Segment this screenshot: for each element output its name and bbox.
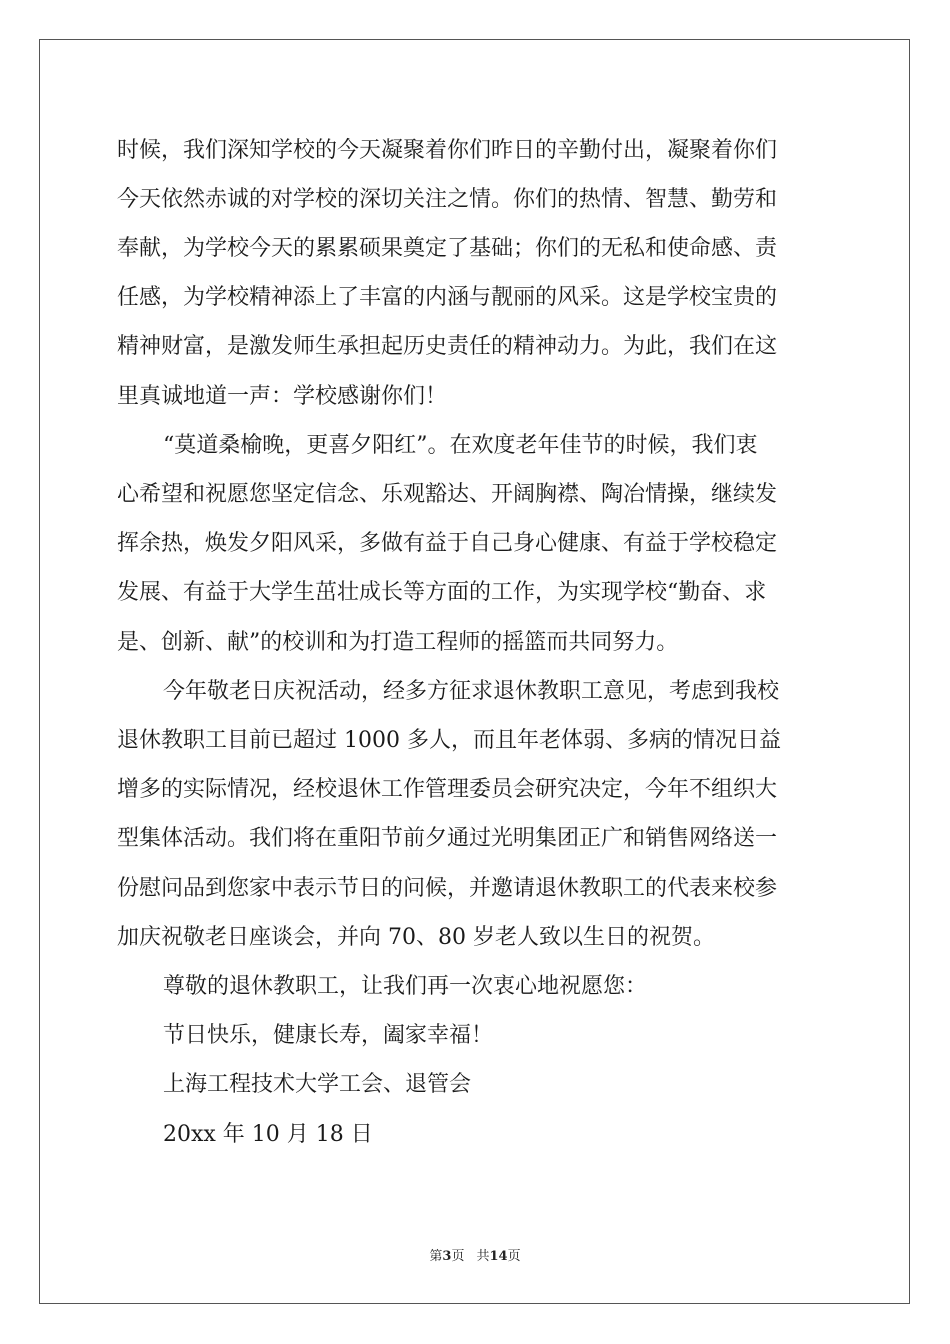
paragraph-line: 型集体活动。我们将在重阳节前夕通过光明集团正广和销售网络送一 bbox=[117, 826, 778, 851]
page-total: 共14页 bbox=[476, 1249, 521, 1264]
page-number: 第3页 bbox=[429, 1249, 465, 1264]
paragraph-line: 退休教职工目前已超过 1000 多人，而且年老体弱、多病的情况日益 bbox=[117, 728, 781, 753]
paragraph-line: 今年敬老日庆祝活动，经多方征求退休教职工意见，考虑到我校 bbox=[163, 679, 780, 704]
paragraph-line: 今天依然赤诚的对学校的深切关注之情。你们的热情、智慧、勤劳和 bbox=[117, 187, 778, 212]
page-footer bbox=[0, 1245, 950, 1264]
paragraph-line: 增多的实际情况，经校退休工作管理委员会研究决定，今年不组织大 bbox=[117, 777, 778, 802]
paragraph-line: 心希望和祝愿您坚定信念、乐观豁达、开阔胸襟、陶冶情操，继续发 bbox=[117, 482, 778, 507]
paragraph-line: 精神财富，是激发师生承担起历史责任的精神动力。为此，我们在这 bbox=[117, 334, 778, 359]
closing-line: 节日快乐，健康长寿，阖家幸福！ bbox=[163, 1023, 494, 1048]
paragraph-line: 发展、有益于大学生茁壮成长等方面的工作，为实现学校“勤奋、求 bbox=[117, 580, 767, 605]
paragraph-line: 加庆祝敬老日座谈会，并向 70、80 岁老人致以生日的祝贺。 bbox=[117, 925, 715, 950]
signature-line: 上海工程技术大学工会、退管会 bbox=[163, 1072, 472, 1097]
paragraph-line: 份慰问品到您家中表示节日的问候，并邀请退休教职工的代表来校参 bbox=[117, 876, 778, 901]
date-line: 20xx 年 10 月 18 日 bbox=[163, 1122, 373, 1147]
paragraph-line: 挥余热，焕发夕阳风采，多做有益于自己身心健康、有益于学校稳定 bbox=[117, 531, 778, 556]
paragraph-line: “莫道桑榆晚，更喜夕阳红”。在欢度老年佳节的时候，我们衷 bbox=[163, 433, 758, 458]
paragraph-line: 任感，为学校精神添上了丰富的内涵与靓丽的风采。这是学校宝贵的 bbox=[117, 285, 778, 310]
page-border bbox=[39, 39, 910, 1304]
paragraph-line: 是、创新、献”的校训和为打造工程师的摇篮而共同努力。 bbox=[117, 630, 679, 655]
paragraph-line: 时候，我们深知学校的今天凝聚着你们昨日的辛勤付出，凝聚着你们 bbox=[117, 138, 778, 163]
paragraph-line: 里真诚地道一声：学校感谢你们！ bbox=[117, 384, 448, 409]
paragraph-line: 奉献，为学校今天的累累硕果奠定了基础；你们的无私和使命感、责 bbox=[117, 236, 778, 261]
closing-line: 尊敬的退休教职工，让我们再一次衷心地祝愿您： bbox=[163, 974, 648, 999]
